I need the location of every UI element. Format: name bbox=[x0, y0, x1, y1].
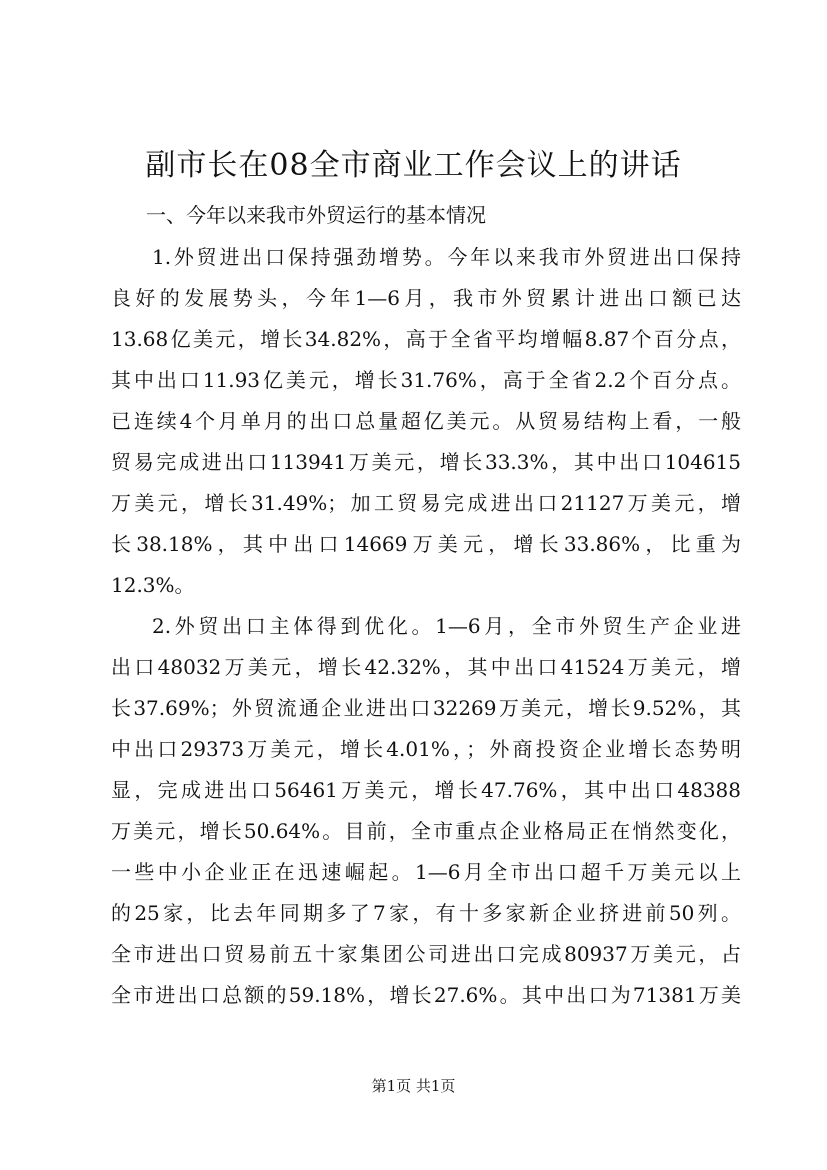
paragraph-line: 已连续4个月单月的出口总量超亿美元。从贸易结构上看，一般 bbox=[111, 409, 741, 433]
paragraph-line: 的25家，比去年同期多了7家，有十多家新企业挤进前50列。 bbox=[111, 901, 741, 925]
page-footer: 第1页 共1页 bbox=[371, 1077, 456, 1095]
paragraph-line: 长38.18%，其中出口14669万美元，增长33.86%，比重为 bbox=[111, 532, 741, 556]
paragraph-line: 2.外贸出口主体得到优化。1—6月，全市外贸生产企业进 bbox=[152, 614, 741, 638]
paragraph-line: 万美元，增长31.49%；加工贸易完成进出口21127万美元，增 bbox=[111, 491, 741, 515]
paragraph-line: 良好的发展势头，今年1—6月，我市外贸累计进出口额已达 bbox=[111, 286, 741, 310]
paragraph-line: 其中出口11.93亿美元，增长31.76%，高于全省2.2个百分点。 bbox=[111, 368, 741, 392]
paragraph-1 bbox=[111, 237, 741, 1016]
paragraph-line: 一些中小企业正在迅速崛起。1—6月全市出口超千万美元以上 bbox=[111, 860, 741, 884]
paragraph-line: 12.3%。 bbox=[111, 573, 195, 597]
paragraph-line: 万美元，增长50.64%。目前，全市重点企业格局正在悄然变化， bbox=[111, 819, 741, 843]
paragraph-line: 13.68亿美元，增长34.82%，高于全省平均增幅8.87个百分点， bbox=[111, 327, 741, 351]
paragraph-line: 全市进出口贸易前五十家集团公司进出口完成80937万美元，占 bbox=[111, 942, 741, 966]
paragraph-line: 显，完成进出口56461万美元，增长47.76%，其中出口48388 bbox=[111, 778, 741, 802]
paragraph-line: 中出口29373万美元，增长4.01%，；外商投资企业增长态势明 bbox=[111, 737, 741, 761]
section-heading: 一、今年以来我市外贸运行的基本情况 bbox=[146, 203, 486, 227]
paragraph-line: 全市进出口总额的59.18%，增长27.6%。其中出口为71381万美 bbox=[111, 983, 741, 1007]
paragraph-line: 贸易完成进出口113941万美元，增长33.3%，其中出口104615 bbox=[111, 450, 741, 474]
paragraph-line: 出口48032万美元，增长42.32%，其中出口41524万美元，增 bbox=[111, 655, 741, 679]
paragraph-line: 1.外贸进出口保持强劲增势。今年以来我市外贸进出口保持 bbox=[152, 245, 741, 269]
document-title: 副市长在08全市商业工作会议上的讲话 bbox=[145, 148, 682, 183]
paragraph-line: 长37.69%；外贸流通企业进出口32269万美元，增长9.52%，其 bbox=[111, 696, 741, 720]
